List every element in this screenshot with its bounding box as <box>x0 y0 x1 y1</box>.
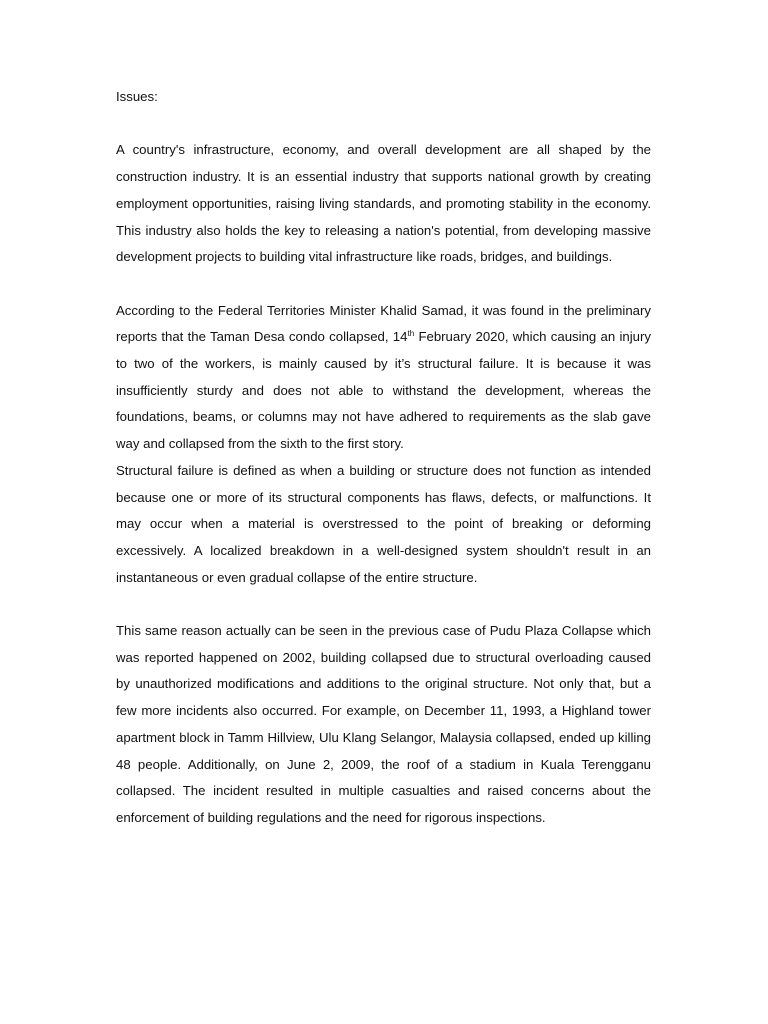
paragraph-spacer <box>116 271 651 298</box>
paragraph-construction-industry: A country's infrastructure, economy, and overall development are all shaped by the construction industry. It is an essential industry that supports national growth by creating employment opportunities, raising living standards, and promoting stability in the economy. This industry also holds the key to releasing a nation's potential, from developing massive development projects to building vital infrastructure like roads, bridges, and buildings. <box>116 142 651 265</box>
paragraph-taman-desa-collapse <box>116 298 651 458</box>
document-page <box>116 84 651 832</box>
ordinal-superscript: th <box>407 329 415 339</box>
section-heading: Issues: <box>116 89 158 104</box>
paragraph-text-part-2: February 2020, which causing an injury to two of the workers, is mainly caused by it’s structural failure. It is because it was insufficiently sturdy and does not able to withstand the development, whereas the foundations, beams, or columns may not have adhered to requirements as the slab gave way and collapsed from the sixth to the first story. <box>116 329 651 452</box>
paragraph-structural-failure-definition: Structural failure is defined as when a building or structure does not function as intended because one or more of its structural components has flaws, defects, or malfunctions. It may occur when a material is overstressed to the point of breaking or deforming excessively. A localized breakdown in a well-designed system shouldn't result in an instantaneous or even gradual collapse of the entire structure. <box>116 462 651 585</box>
paragraph-spacer <box>116 591 651 618</box>
paragraph-text-part-1: According to the Federal Territories Minister Khalid Samad, it was found in the preliminary reports that the Taman Desa condo collapsed, 14 <box>116 302 651 345</box>
paragraph-previous-incidents: This same reason actually can be seen in the previous case of Pudu Plaza Collapse which was reported happened on 2002, building collapsed due to structural overloading caused by unauthorized modifications and additions to the original structure. Not only that, but a few more incidents also occurred. For example, on December 11, 1993, a Highland tower apartment block in Tamm Hillview, Ulu Klang Selangor, Malaysia collapsed, ended up killing 48 people. Additionally, on June 2, 2009, the roof of a stadium in Kuala Terengganu collapsed. The incident resulted in multiple casualties and raised concerns about the enforcement of building regulations and the need for rigorous inspections. <box>116 623 651 825</box>
